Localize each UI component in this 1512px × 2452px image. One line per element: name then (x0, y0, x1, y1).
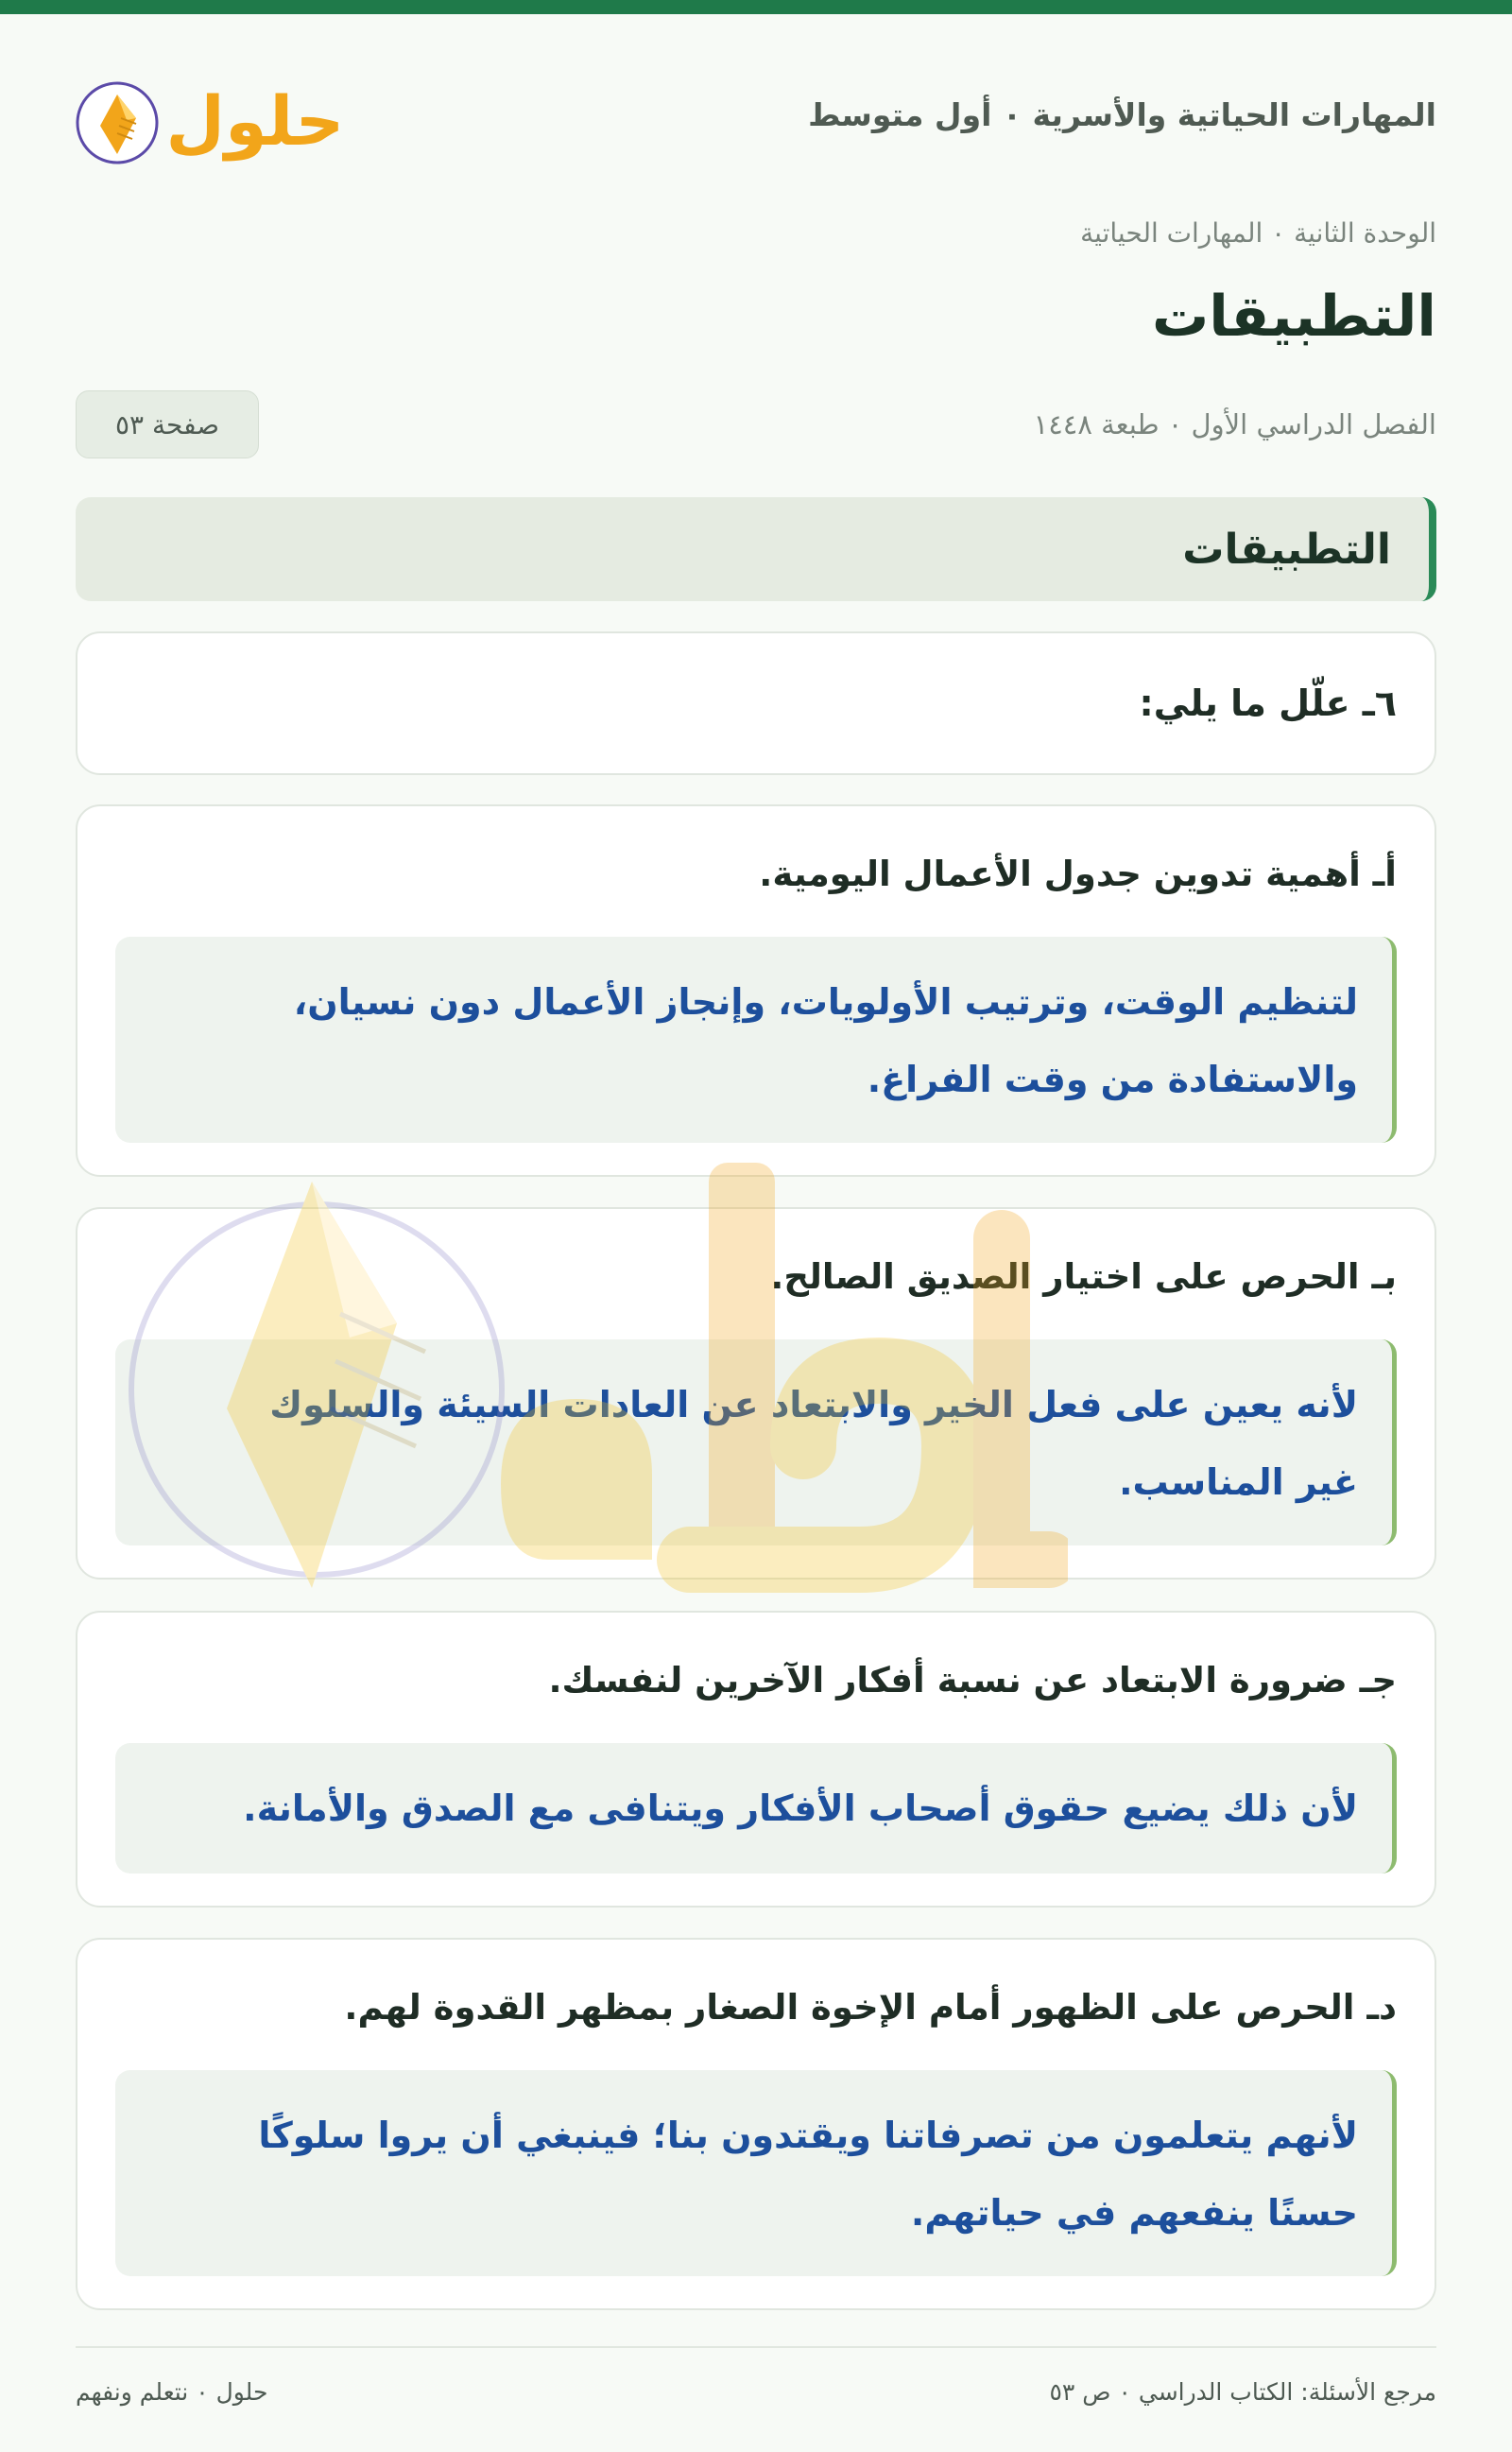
question-card-d (76, 1938, 1436, 2310)
section-heading (76, 497, 1436, 601)
answer-b (115, 1339, 1397, 1545)
logo-text: حلول (165, 81, 340, 161)
answer-a-line2: والاستفادة من وقت الفراغ. (867, 1059, 1358, 1100)
footer-reference: مرجع الأسئلة: الكتاب الدراسي ٠ ص ٥٣ (1049, 2378, 1436, 2406)
question-card-a (76, 804, 1436, 1177)
question-main-text: ٦ـ علّل ما يلي: (1139, 682, 1397, 724)
question-d-text: دـ الحرص على الظهور أمام الإخوة الصغار بمظهر القدوة لهم. (344, 1987, 1397, 2028)
answer-d (115, 2070, 1397, 2276)
answer-a-line1: لتنظيم الوقت، وترتيب الأولويات، وإنجاز الأعمال دون نسيان، (293, 981, 1358, 1023)
top-accent-bar (0, 0, 1512, 14)
footer-brand: حلول ٠ نتعلم ونفهم (76, 2378, 268, 2406)
answer-c-line1: لأن ذلك يضيع حقوق أصحاب الأفكار ويتنافى مع الصدق والأمانة. (243, 1787, 1358, 1829)
question-card-b (76, 1207, 1436, 1580)
logo-icon (76, 61, 340, 184)
answer-d-line1: لأنهم يتعلمون من تصرفاتنا ويقتدون بنا؛ فينبغي أن يروا سلوكًا (258, 2115, 1358, 2156)
term-info: الفصل الدراسي الأول ٠ طبعة ١٤٤٨ (1033, 408, 1436, 440)
answer-b-line2: غير المناسب. (1119, 1461, 1358, 1503)
question-card-main (76, 631, 1436, 775)
question-a-text: أـ أهمية تدوين جدول الأعمال اليومية. (759, 854, 1397, 894)
answer-c (115, 1743, 1397, 1874)
answer-d-line2: حسنًا ينفعهم في حياتهم. (910, 2192, 1358, 2234)
answer-b-line1: لأنه يعين على فعل الخير والابتعاد عن العادات السيئة والسلوك (269, 1384, 1358, 1425)
question-c-text: جـ ضرورة الابتعاد عن نسبة أفكار الآخرين لنفسك. (548, 1660, 1397, 1701)
section-heading-text: التطبيقات (1182, 525, 1391, 574)
page-title: التطبيقات (1151, 284, 1436, 350)
answer-a (115, 937, 1397, 1143)
breadcrumb: الوحدة الثانية ٠ المهارات الحياتية (1080, 217, 1436, 249)
page-badge: صفحة ٥٣ (76, 390, 259, 458)
book-title: المهارات الحياتية والأسرية ٠ أول متوسط (808, 96, 1436, 133)
question-b-text: بـ الحرص على اختيار الصديق الصالح. (770, 1256, 1397, 1297)
footer-divider (76, 2346, 1436, 2348)
question-card-c (76, 1611, 1436, 1908)
logo[interactable] (76, 61, 340, 184)
